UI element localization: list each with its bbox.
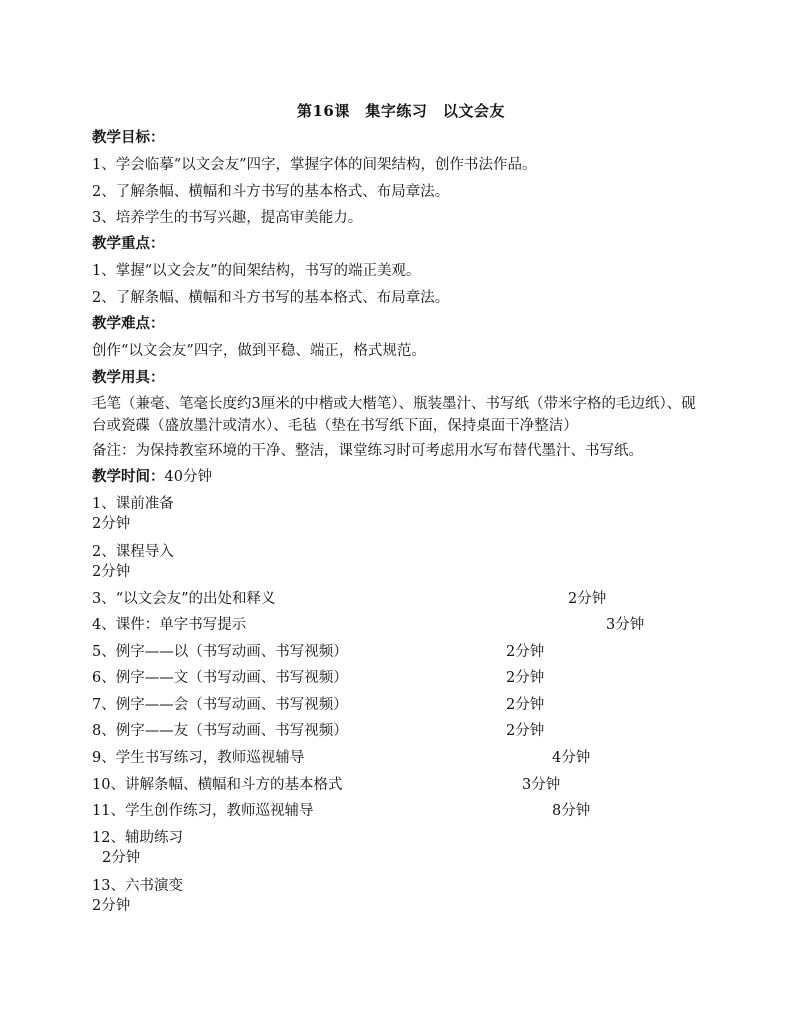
step-label: 12、辅助练习 — [92, 830, 183, 846]
step-duration: 4分钟 — [552, 750, 591, 766]
time-row — [92, 467, 212, 487]
goal-item: 1、学会临摹“以文会友”四字，掌握字体的间架结构，创作书法作品。 — [92, 157, 537, 173]
keypoint-item: 1、掌握“以文会友”的间架结构，书写的端正美观。 — [92, 263, 421, 279]
step-label: 3、“以文会友”的出处和释义 — [92, 591, 276, 607]
step-label: 9、学生书写练习，教师巡视辅导 — [92, 750, 305, 766]
tools-heading: 教学用具： — [92, 369, 165, 386]
time-heading: 教学时间： — [92, 468, 165, 485]
tools-text: 毛笔（兼毫、笔毫长度约3厘米的中楷或大楷笔）、瓶装墨汁、书写纸（带米字格的毛边纸）、砚台或瓷碟（盛放墨汁或清水）、毛毡（垫在书写纸下面，保持桌面干净整洁） — [92, 396, 696, 434]
step-label: 7、例字——会（书写动画、书写视频） — [92, 697, 348, 713]
step-duration: 2分钟 — [568, 591, 607, 607]
step-duration: 2分钟 — [92, 516, 131, 532]
keypoint-item: 2、了解条幅、横幅和斗方书写的基本格式、布局章法。 — [92, 290, 450, 306]
difficulties-text: 创作“以文会友”四字，做到平稳、端正，格式规范。 — [92, 343, 426, 359]
step-duration: 2分钟 — [92, 898, 131, 914]
step-duration: 2分钟 — [92, 564, 131, 580]
tools-note: 备注：为保持教室环境的干净、整洁，课堂练习时可考虑用水写布替代墨汁、书写纸。 — [92, 443, 643, 459]
step-duration: 3分钟 — [606, 617, 645, 633]
time-value: 40分钟 — [164, 469, 212, 485]
step-label: 13、六书演变 — [92, 878, 183, 894]
goals-heading: 教学目标： — [92, 129, 165, 146]
step-duration: 8分钟 — [552, 803, 591, 819]
lesson-title: 第16课 集字练习 以文会友 — [297, 102, 505, 120]
step-label: 10、讲解条幅、横幅和斗方的基本格式 — [92, 777, 343, 793]
difficulties-heading: 教学难点： — [92, 315, 165, 332]
step-duration: 2分钟 — [506, 697, 545, 713]
keypoints-heading: 教学重点： — [92, 235, 165, 252]
step-label: 1、课前准备 — [92, 496, 174, 512]
step-label: 5、例字——以（书写动画、书写视频） — [92, 644, 348, 660]
step-duration: 2分钟 — [102, 850, 141, 866]
step-label: 4、课件：单字书写提示 — [92, 617, 247, 633]
step-duration: 2分钟 — [506, 644, 545, 660]
step-duration: 2分钟 — [506, 670, 545, 686]
goal-item: 2、了解条幅、横幅和斗方书写的基本格式、布局章法。 — [92, 184, 450, 200]
step-label: 6、例字——文（书写动画、书写视频） — [92, 670, 348, 686]
step-duration: 2分钟 — [506, 723, 545, 739]
goal-item: 3、培养学生的书写兴趣，提高审美能力。 — [92, 210, 363, 226]
step-label: 8、例字——友（书写动画、书写视频） — [92, 723, 348, 739]
step-duration: 3分钟 — [522, 777, 561, 793]
step-label: 2、课程导入 — [92, 544, 174, 560]
step-label: 11、学生创作练习，教师巡视辅导 — [92, 803, 314, 819]
